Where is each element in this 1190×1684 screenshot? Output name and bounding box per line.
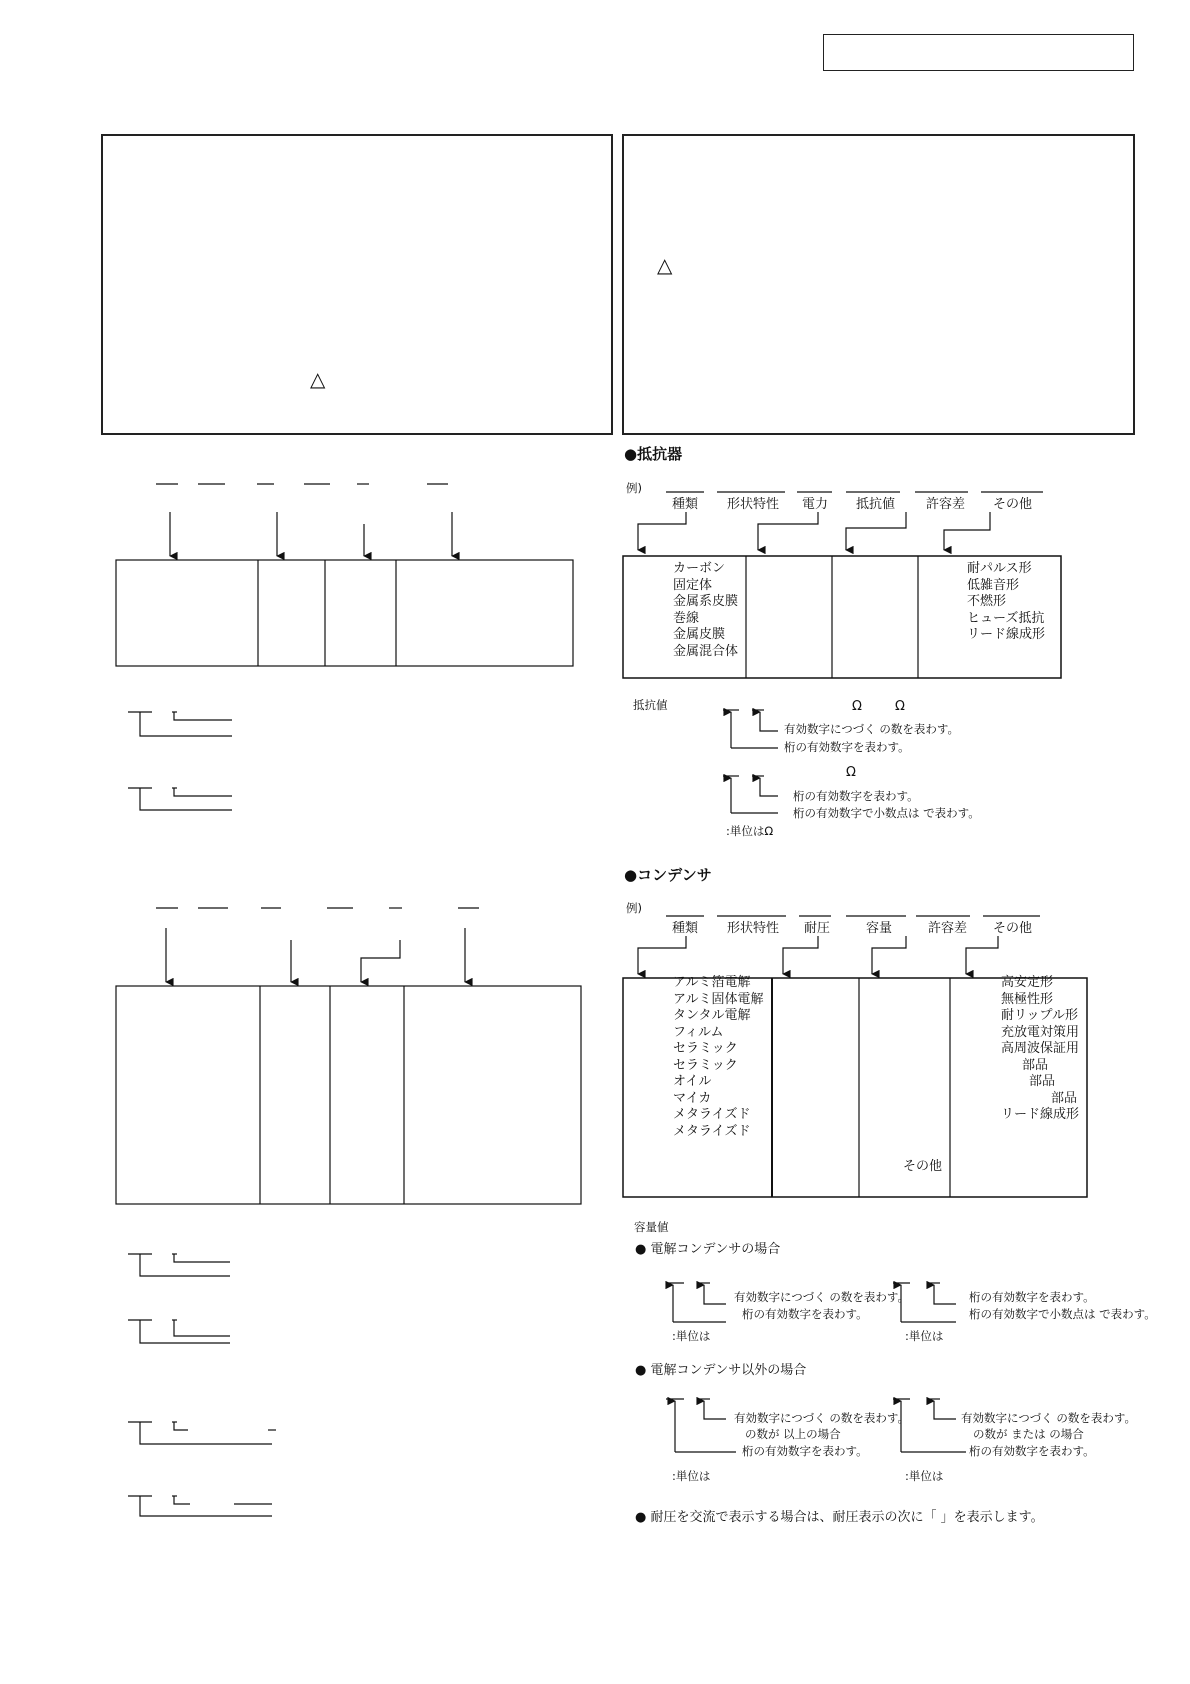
ohm-symbol: Ω bbox=[895, 699, 905, 714]
capacity-other-label: その他 bbox=[903, 1159, 943, 1174]
list-item: リード線成形 bbox=[967, 627, 1046, 642]
list-item: ヒューズ抵抗 bbox=[967, 610, 1045, 626]
list-item: メタライズド bbox=[673, 1123, 751, 1139]
resistor-note-digits: 桁の有効数字を表わす。 bbox=[784, 740, 910, 754]
capacitor-field-type: 種類 bbox=[672, 921, 699, 936]
list-item: メタライズド bbox=[673, 1107, 751, 1122]
capacitor-field-tolerance: 許容差 bbox=[928, 921, 968, 936]
list-item: 固定体 bbox=[673, 577, 713, 593]
capacitor-field-voltage: 耐圧 bbox=[804, 921, 831, 936]
list-item: 部品 bbox=[1051, 1090, 1078, 1106]
capacitor-types-list bbox=[673, 975, 763, 1140]
electrolytic-heading: ● 電解コンデンサの場合 bbox=[635, 1242, 781, 1257]
warning-triangle-icon: △ bbox=[657, 253, 673, 277]
list-item: タンタル電解 bbox=[673, 1008, 751, 1023]
list-item: カーボン bbox=[673, 561, 726, 576]
list-item: 無極性形 bbox=[1001, 991, 1054, 1007]
non-electrolytic-right-note-3: 桁の有効数字を表わす。 bbox=[969, 1444, 1095, 1458]
ac-voltage-note: ● 耐圧を交流で表示する場合は、耐圧表示の次に「 」を表示します。 bbox=[635, 1510, 1044, 1525]
list-item: オイル bbox=[673, 1074, 712, 1089]
capacitor-example-label: 例) bbox=[626, 901, 642, 915]
resistor-heading: ●抵抗器 bbox=[624, 445, 683, 463]
resistor-field-tolerance: 許容差 bbox=[926, 497, 966, 512]
list-item: 金属系皮膜 bbox=[673, 594, 739, 609]
capacitor-field-shape: 形状特性 bbox=[727, 921, 780, 936]
resistance-value-label: 抵抗値 bbox=[633, 698, 668, 712]
non-electrolytic-left-note-1: 有効数字につづく の数を表わす。 bbox=[734, 1411, 910, 1425]
resistor-field-type: 種類 bbox=[672, 497, 699, 512]
electrolytic-left-note-2: 桁の有効数字を表わす。 bbox=[742, 1307, 868, 1321]
list-item: 充放電対策用 bbox=[1001, 1024, 1080, 1040]
resistor-example-label: 例) bbox=[626, 481, 642, 495]
list-item: 金属皮膜 bbox=[673, 627, 726, 642]
resistor-field-resistance: 抵抗値 bbox=[856, 497, 896, 512]
electrolytic-unit-right: :単位は bbox=[905, 1329, 944, 1343]
resistor-note-multiplier: 有効数字につづく の数を表わす。 bbox=[784, 722, 960, 736]
capacity-value-label: 容量値 bbox=[634, 1220, 669, 1234]
list-item: 高周波保証用 bbox=[1001, 1041, 1080, 1056]
ohm-symbol: Ω bbox=[846, 765, 856, 780]
list-item: 金属混合体 bbox=[673, 643, 739, 659]
list-item: 部品 bbox=[1022, 1057, 1049, 1073]
electrolytic-unit-left: :単位は bbox=[672, 1329, 711, 1343]
list-item: アルミ箔電解 bbox=[673, 975, 751, 990]
capacitor-field-capacity: 容量 bbox=[866, 921, 893, 936]
capacitor-heading: ●コンデンサ bbox=[624, 866, 712, 884]
capacitor-field-other: その他 bbox=[993, 921, 1033, 936]
resistor-unit-note: :単位はΩ bbox=[726, 824, 774, 838]
ohm-symbol: Ω bbox=[852, 699, 862, 714]
resistor-field-other: その他 bbox=[993, 497, 1033, 512]
non-electrolytic-right-note-1: 有効数字につづく の数を表わす。 bbox=[961, 1411, 1137, 1425]
list-item: 高安定形 bbox=[1001, 975, 1054, 990]
capacitor-others-list bbox=[1001, 975, 1079, 1124]
resistor-field-power: 電力 bbox=[802, 497, 829, 512]
list-item: 耐パルス形 bbox=[967, 561, 1032, 576]
list-item: マイカ bbox=[673, 1090, 712, 1106]
non-electrolytic-unit-right: :単位は bbox=[905, 1469, 944, 1483]
non-electrolytic-right-note-2: の数が または の場合 bbox=[973, 1427, 1084, 1441]
electrolytic-left-note-1: 有効数字につづく の数を表わす。 bbox=[734, 1290, 910, 1304]
resistor-note-decimal: 桁の有効数字で小数点は で表わす。 bbox=[793, 806, 980, 820]
non-electrolytic-unit-left: :単位は bbox=[672, 1469, 711, 1483]
list-item: セラミック bbox=[673, 1057, 738, 1073]
list-item: 巻線 bbox=[673, 610, 700, 626]
list-item: 部品 bbox=[1029, 1074, 1056, 1089]
non-electrolytic-left-note-3: 桁の有効数字を表わす。 bbox=[742, 1444, 868, 1458]
list-item: セラミック bbox=[673, 1041, 738, 1056]
resistor-field-shape: 形状特性 bbox=[727, 497, 780, 512]
list-item: アルミ固体電解 bbox=[673, 991, 764, 1007]
list-item: 不燃形 bbox=[967, 594, 1007, 609]
list-item: 耐リップル形 bbox=[1001, 1008, 1078, 1023]
non-electrolytic-left-note-2: の数が 以上の場合 bbox=[745, 1427, 841, 1441]
warning-triangle-icon: △ bbox=[310, 367, 326, 391]
resistor-note-digits-2: 桁の有効数字を表わす。 bbox=[793, 789, 919, 803]
electrolytic-right-note-1: 桁の有効数字を表わす。 bbox=[969, 1290, 1095, 1304]
list-item: フィルム bbox=[673, 1024, 724, 1040]
list-item: 低雑音形 bbox=[967, 577, 1020, 593]
non-electrolytic-heading: ● 電解コンデンサ以外の場合 bbox=[635, 1363, 807, 1378]
electrolytic-right-note-2: 桁の有効数字で小数点は で表わす。 bbox=[969, 1307, 1156, 1321]
list-item: リード線成形 bbox=[1001, 1107, 1080, 1122]
